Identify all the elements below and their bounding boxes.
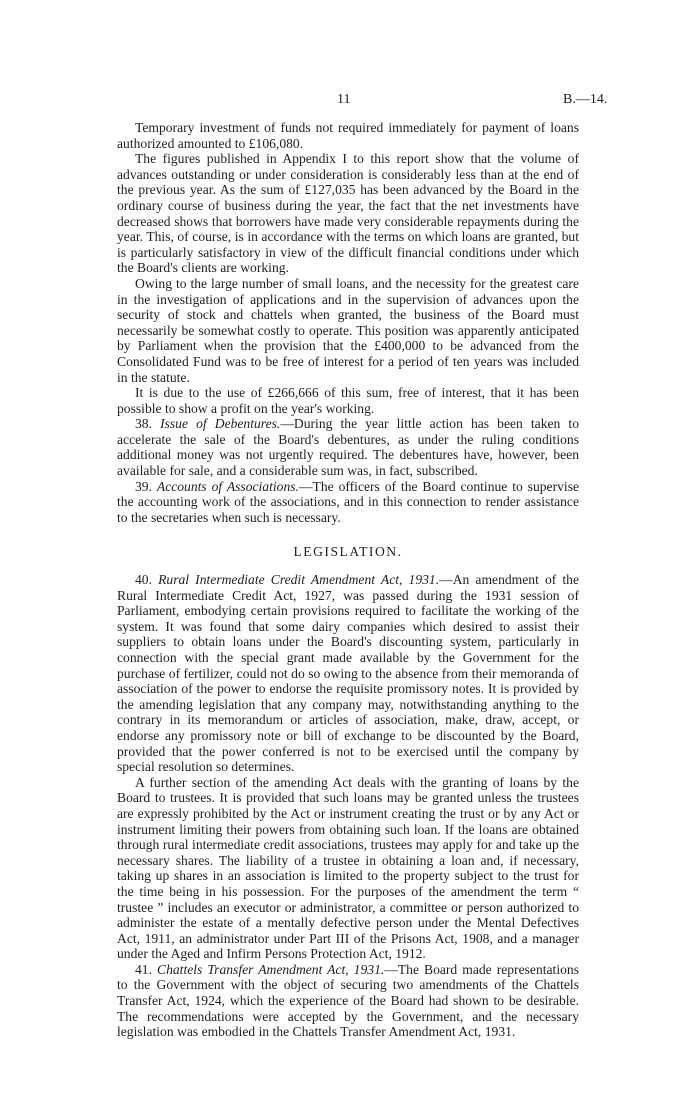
paragraph-temporary-investment: Temporary investment of funds not required immediately for payment of loans authorized amounted to £106,080.: [117, 120, 579, 151]
section-40-text: —An amendment of the Rural Intermediate Credit Act, 1927, was passed during the 1931 session of Parliament, embodying certain provisions required to facilitate the working of the system. It was found that some dairy companies which desired to assist their suppliers to obtain loans under the Board's discounting system, particularly in connection with the special grant made available by the Government for the purchase of fertilizer, could not do so owing to the absence from their memoranda of association of the power to endorse the requisite promissory notes. It is provided by the amending legislation that any company may, notwithstanding anything to the contrary in its memorandum or articles of association, make, draw, accept, or endorse any promissory note or bill of exchange to be discounted by the Board, provided that the power conferred is not to be exercised until the company by special resolution so determines.: [117, 572, 579, 775]
section-40-title: Rural Intermediate Credit Amendment Act, 1931.: [158, 572, 440, 588]
section-38-issue-of-debentures: [117, 416, 579, 478]
section-40-number: 40.: [135, 572, 159, 588]
section-41-number: 41.: [135, 961, 158, 977]
section-39-number: 39.: [135, 478, 157, 494]
page-header: [0, 92, 700, 112]
section-41-chattels-transfer-amendment: [117, 962, 579, 1040]
section-39-title: Accounts of Associations.: [156, 478, 299, 494]
legislation-heading: LEGISLATION.: [293, 544, 403, 560]
section-41-title: Chattels Transfer Amendment Act, 1931.: [157, 961, 385, 977]
section-38-text: —During the year little action has been taken to accelerate the sale of the Board's debentures, as under the ruling conditions additional money was not urgently required. The debentures have, however, been available for sale, and a considerable sum was, in fact, subscribed.: [117, 416, 579, 479]
paragraph-interest-free-sum: It is due to the use of £266,666 of this sum, free of interest, that it has been possible to show a profit on the year's working.: [117, 385, 579, 416]
section-39-accounts-of-associations: [117, 479, 579, 526]
section-38-title: Issue of Debentures.: [160, 416, 281, 432]
document-body: [117, 120, 579, 1040]
paragraph-advances-outstanding: The figures published in Appendix I to this report show that the volume of advances outstanding or under consideration is considerably less than at the end of the previous year. As the sum of £127,035 has been advanced by the Board in the ordinary course of business during the year, the fact that the net investments have decreased shows that borrowers have made very considerable repayments during the year. This, of course, is in accordance with the terms on which loans are granted, but is particularly satisfactory in view of the difficult financial conditions under which the Board's clients are working.: [117, 151, 579, 276]
section-41-text: —The Board made representations to the Government with the object of securing two amendments of the Chattels Transfer Act, 1924, which the experience of the Board had shown to be desirable. The recommendations were accepted by the Government, and the necessary legislation was embodied in the Chattels Transfer Amendment Act, 1931.: [117, 961, 579, 1040]
page-number: 11: [337, 92, 351, 107]
section-38-number: 38.: [135, 416, 161, 432]
section-40-rural-credit-amendment: [117, 572, 579, 775]
section-39-text: —The officers of the Board continue to supervise the accounting work of the associations, and in this connection to render assistance to the secretaries when such is necessary.: [117, 478, 580, 525]
paragraph-trustee-loans: A further section of the amending Act deals with the granting of loans by the Board to trustees. It is provided that such loans may be granted unless the trustees are expressly prohibited by the Act or instrument creating the trust or by any Act or instrument limiting their powers from obtaining such loan. If the loans are obtained through rural intermediate credit associations, trustees may apply for and take up the necessary shares. The liability of a trustee in obtaining a loan and, if necessary, taking up shares in an association is limited to the property subject to the trust for the time being in his possession. For the purposes of the amendment the term “ trustee ” includes an executor or administrator, a committee or person authorized to administer the estate of a mentally defective person under the Mental Defectives Act, 1911, an administrator under Part III of the Prisons Act, 1908, and a manager under the Aged and Infirm Persons Protection Act, 1912.: [117, 774, 579, 962]
paragraph-operating-costs: Owing to the large number of small loans, and the necessity for the greatest care in the investigation of applications and in the supervision of advances upon the security of stock and chattels when granted, the business of the Board must necessarily be somewhat costly to operate. This position was apparently anticipated by Parliament when the provision that the £400,000 to be advanced from the Consolidated Fund was to be free of interest for a period of ten years was included in the statute.: [117, 275, 579, 385]
document-reference: B.—14.: [563, 92, 608, 107]
